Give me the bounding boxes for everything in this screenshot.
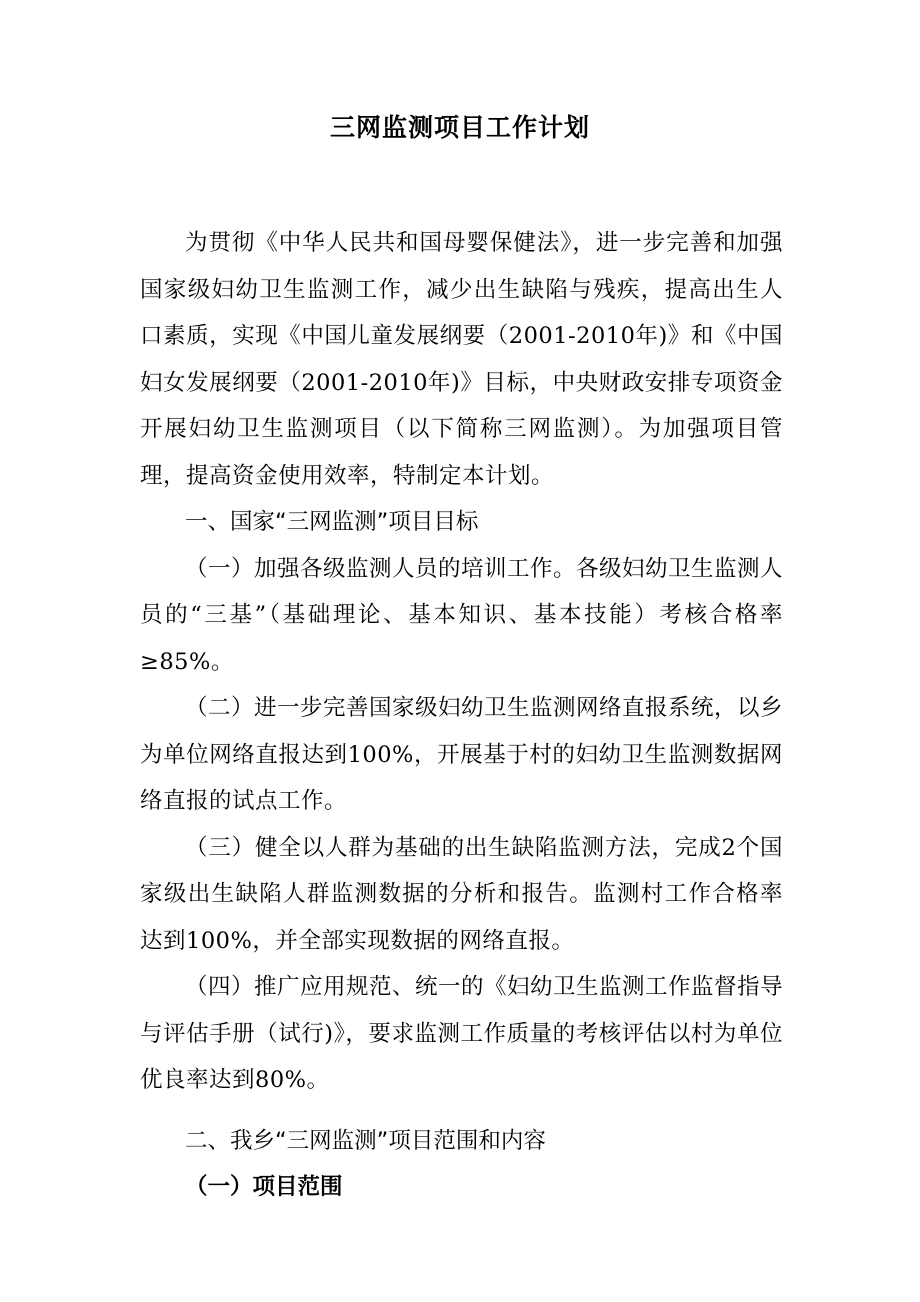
document-body <box>140 220 783 1211</box>
section-1-item-1: （一）加强各级监测人员的培训工作。各级妇幼卫生监测人员的“三基”（基础理论、基本知识、基本技能）考核合格率≥85%。 <box>140 555 784 675</box>
document-title: 三网监测项目工作计划 <box>329 113 590 142</box>
section-2-heading: 二、我乡“三网监测”项目范围和内容 <box>185 1127 546 1154</box>
section-2-subheading: （一）项目范围 <box>185 1174 343 1200</box>
section-1-item-4: （四）推广应用规范、统一的《妇幼卫生监测工作监督指导与评估手册（试行)》，要求监测工作质量的考核评估以村为单位优良率达到80%。 <box>140 974 784 1093</box>
intro-paragraph: 为贯彻《中华人民共和国母婴保健法》，进一步完善和加强国家级妇幼卫生监测工作，减少出生缺陷与残疾，提高出生人口素质，实现《中国儿童发展纲要（2001-2010年)》和《中国妇女发展纲要（2001-2010年)》目标，中央财政安排专项资金开展妇幼卫生监测项目（以下简称三网监测）。为加强项目管理，提高资金使用效率，特制定本计划。 <box>140 230 783 489</box>
section-1-item-2: （二）进一步完善国家级妇幼卫生监测网络直报系统，以乡为单位网络直报达到100%，开展基于村的妇幼卫生监测数据网络直报的试点工作。 <box>140 695 784 814</box>
section-1-heading: 一、国家“三网监测”项目目标 <box>185 509 479 535</box>
section-1-item-3: （三）健全以人群为基础的出生缺陷监测方法，完成2个国家级出生缺陷人群监测数据的分析和报告。监测村工作合格率达到100%，并全部实现数据的网络直报。 <box>140 834 783 954</box>
